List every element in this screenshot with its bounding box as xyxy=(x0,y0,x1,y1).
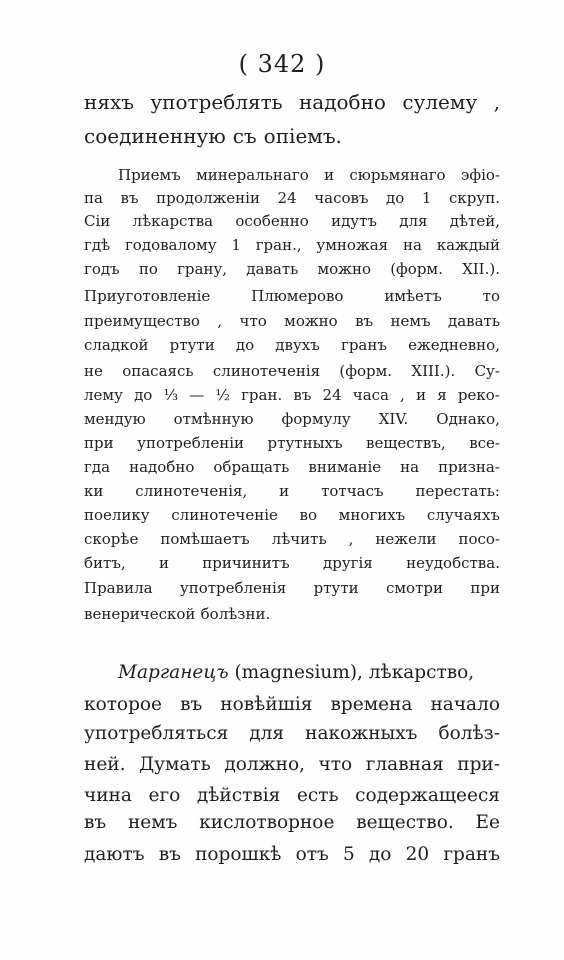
word: соединенную xyxy=(84,124,226,148)
word: и xyxy=(279,482,290,500)
word: при xyxy=(84,434,114,452)
word: отмѣнную xyxy=(173,410,254,428)
word: часа xyxy=(352,386,390,404)
word: что xyxy=(239,312,267,330)
word: другія xyxy=(322,554,373,572)
word: вниманіе xyxy=(308,458,382,476)
word: реко- xyxy=(457,386,500,404)
word: до xyxy=(368,844,392,865)
word: умножая xyxy=(316,236,389,254)
word: ⅓ xyxy=(163,386,179,404)
word: формулу xyxy=(281,410,351,428)
word: надобно xyxy=(298,90,386,114)
word: XII.). xyxy=(462,260,500,278)
paragraph2-line xyxy=(84,312,500,330)
word: до xyxy=(134,386,153,404)
word: въ xyxy=(180,694,203,715)
word: болѣз- xyxy=(438,723,500,744)
word: накожныхъ xyxy=(305,723,418,744)
word: есть xyxy=(296,785,339,806)
word: (форм. xyxy=(390,260,443,278)
word: двухъ xyxy=(275,336,320,354)
word: не xyxy=(84,362,103,380)
word: на xyxy=(402,236,422,254)
word: Думать xyxy=(139,754,211,775)
word: многихъ xyxy=(338,506,406,524)
paragraph2-line xyxy=(84,386,500,404)
word: ней. xyxy=(84,754,126,775)
word: сладкой xyxy=(84,336,149,354)
word: при- xyxy=(457,754,500,775)
word: въ xyxy=(355,312,374,330)
word: эфіо- xyxy=(460,166,500,184)
entry-heading: Марганецъ xyxy=(118,662,229,683)
word: тотчасъ xyxy=(321,482,384,500)
word: неудобства. xyxy=(406,554,500,572)
word: при xyxy=(470,579,500,597)
word: для xyxy=(399,212,428,230)
word: должно, xyxy=(224,754,305,775)
paragraph2-line xyxy=(84,287,500,305)
paragraph2-line xyxy=(84,336,500,354)
word: по xyxy=(138,260,158,278)
word: что xyxy=(318,754,353,775)
word: и xyxy=(324,166,335,184)
word: грану, xyxy=(177,260,228,278)
word: 24 xyxy=(277,189,297,207)
word: имѣетъ xyxy=(384,287,442,305)
word: ртути xyxy=(169,336,215,354)
line-text: (magnesium), лѣкарство, xyxy=(228,662,475,683)
word: во xyxy=(299,506,318,524)
word: XIV. xyxy=(378,410,409,428)
word: въ xyxy=(120,189,139,207)
word: немъ xyxy=(127,812,178,833)
word: Правила xyxy=(84,579,153,597)
word: гран. xyxy=(241,386,283,404)
paragraph2-line xyxy=(84,236,500,254)
paragraph2-line xyxy=(84,554,500,572)
word: Приуготовленіе xyxy=(84,287,211,305)
word: скруп. xyxy=(449,189,500,207)
word: часовъ xyxy=(314,189,369,207)
paragraph2-line xyxy=(84,410,500,428)
word: лѣчить xyxy=(271,530,327,548)
paragraph2-line xyxy=(84,434,500,452)
word: дѣйствія xyxy=(196,785,281,806)
word: Однако, xyxy=(436,410,500,428)
word: которое xyxy=(84,694,163,715)
word: гранъ xyxy=(443,844,500,865)
word: вещество. xyxy=(356,812,454,833)
word: Приемъ xyxy=(118,166,181,184)
word: идутъ xyxy=(331,212,377,230)
word: дѣтей, xyxy=(449,212,500,230)
paragraph1-line xyxy=(84,124,342,148)
word: венерической xyxy=(84,605,196,623)
word: годъ xyxy=(84,260,120,278)
word: употреблять xyxy=(150,90,283,114)
word: XIII.). xyxy=(411,362,456,380)
paragraph2-line xyxy=(84,458,500,476)
word: чина xyxy=(84,785,132,806)
word: па xyxy=(84,189,103,207)
word: въ xyxy=(84,812,107,833)
word: 1 xyxy=(421,189,432,207)
word: ки xyxy=(84,482,104,500)
word: Плюмерово xyxy=(251,287,344,305)
paragraph2-line xyxy=(84,212,500,230)
word: можно xyxy=(284,312,338,330)
word: годовалому xyxy=(124,236,217,254)
word: лѣкарства xyxy=(132,212,214,230)
word: скорѣе xyxy=(84,530,139,548)
word: опасаясь xyxy=(122,362,194,380)
word: въ xyxy=(158,844,181,865)
word: новѣйшія xyxy=(220,694,313,715)
word: посо- xyxy=(458,530,500,548)
word: Сіи xyxy=(84,212,111,230)
paragraph3-line xyxy=(84,694,500,715)
word: преимущество xyxy=(84,312,200,330)
word: ½ xyxy=(215,386,230,404)
word: его xyxy=(148,785,181,806)
word: особенно xyxy=(235,212,309,230)
word: порошкѣ xyxy=(195,844,282,865)
paragraph3-line xyxy=(84,723,500,744)
paragraph3-line xyxy=(84,812,500,833)
paragraph2-line xyxy=(84,530,500,548)
paragraph2-line xyxy=(84,482,500,500)
word: болѣзни. xyxy=(200,605,271,623)
word: — xyxy=(189,386,205,404)
word: надобно xyxy=(129,458,195,476)
word: гранъ xyxy=(340,336,387,354)
paragraph2-line xyxy=(118,166,500,184)
word: продолженіи xyxy=(156,189,260,207)
word: ртути xyxy=(313,579,359,597)
word: , xyxy=(348,530,354,548)
word: времена xyxy=(330,694,413,715)
word: употребляться xyxy=(84,723,229,744)
paragraph3-line xyxy=(84,844,500,865)
word: минеральнаго xyxy=(196,166,309,184)
word: 24 xyxy=(322,386,342,404)
word: , xyxy=(217,312,223,330)
word: Ее xyxy=(475,812,500,833)
word: начало xyxy=(430,694,500,715)
word: ртутныхъ xyxy=(267,434,343,452)
word: призна- xyxy=(438,458,500,476)
word: немъ xyxy=(390,312,431,330)
word: все- xyxy=(469,434,500,452)
word: содержащееся xyxy=(355,785,500,806)
word: слинотеченія xyxy=(212,362,321,380)
word: (форм. xyxy=(339,362,393,380)
word: , xyxy=(400,386,405,404)
word: отъ xyxy=(295,844,329,865)
paragraph3-line xyxy=(118,662,500,683)
paragraph1-line xyxy=(84,90,500,114)
word: веществъ, xyxy=(366,434,446,452)
word: я xyxy=(437,386,447,404)
word: то xyxy=(482,287,500,305)
word: причинитъ xyxy=(202,554,290,572)
word: употребленія xyxy=(179,579,287,597)
word: опіемъ. xyxy=(263,124,342,148)
word: въ xyxy=(293,386,312,404)
word: до xyxy=(235,336,255,354)
word: лему xyxy=(84,386,123,404)
word: мендую xyxy=(84,410,146,428)
paragraph3-line xyxy=(84,754,500,775)
word: съ xyxy=(232,124,257,148)
word: сулему xyxy=(402,90,478,114)
word: поелику xyxy=(84,506,150,524)
word: обращать xyxy=(213,458,290,476)
word: главная xyxy=(365,754,444,775)
word: для xyxy=(249,723,285,744)
word: сюрьмянаго xyxy=(349,166,446,184)
word: гда xyxy=(84,458,111,476)
word: и xyxy=(416,386,427,404)
word: битъ, xyxy=(84,554,126,572)
word: гдѣ xyxy=(84,236,111,254)
word: слинотеченіе xyxy=(171,506,278,524)
word: Су- xyxy=(474,362,500,380)
paragraph2-line xyxy=(84,260,500,278)
page-number: ( 342 ) xyxy=(238,50,326,78)
word: даютъ xyxy=(84,844,145,865)
paragraph2-line xyxy=(84,362,500,380)
word: 20 xyxy=(405,844,430,865)
paragraph2-line xyxy=(84,189,500,207)
word: помѣшаетъ xyxy=(160,530,250,548)
word: ежедневно, xyxy=(408,336,500,354)
paragraph3-line xyxy=(84,785,500,806)
word: давать xyxy=(246,260,299,278)
word: 5 xyxy=(342,844,355,865)
word: и xyxy=(158,554,169,572)
word: 1 xyxy=(231,236,241,254)
word: кислотворное xyxy=(199,812,335,833)
word: няхъ xyxy=(84,90,134,114)
word: до xyxy=(386,189,405,207)
word: можно xyxy=(317,260,372,278)
paragraph2-line xyxy=(84,579,500,597)
word: на xyxy=(400,458,420,476)
word: , xyxy=(493,90,500,114)
word: слинотеченія, xyxy=(135,482,248,500)
word: давать xyxy=(447,312,500,330)
word: смотри xyxy=(385,579,443,597)
paragraph2-line xyxy=(84,506,500,524)
word: употребленіи xyxy=(137,434,245,452)
word: нежели xyxy=(375,530,437,548)
word: перестать: xyxy=(415,482,500,500)
word: гран., xyxy=(255,236,302,254)
paragraph2-line xyxy=(84,605,270,623)
word: случаяхъ xyxy=(426,506,500,524)
word: каждый xyxy=(436,236,500,254)
